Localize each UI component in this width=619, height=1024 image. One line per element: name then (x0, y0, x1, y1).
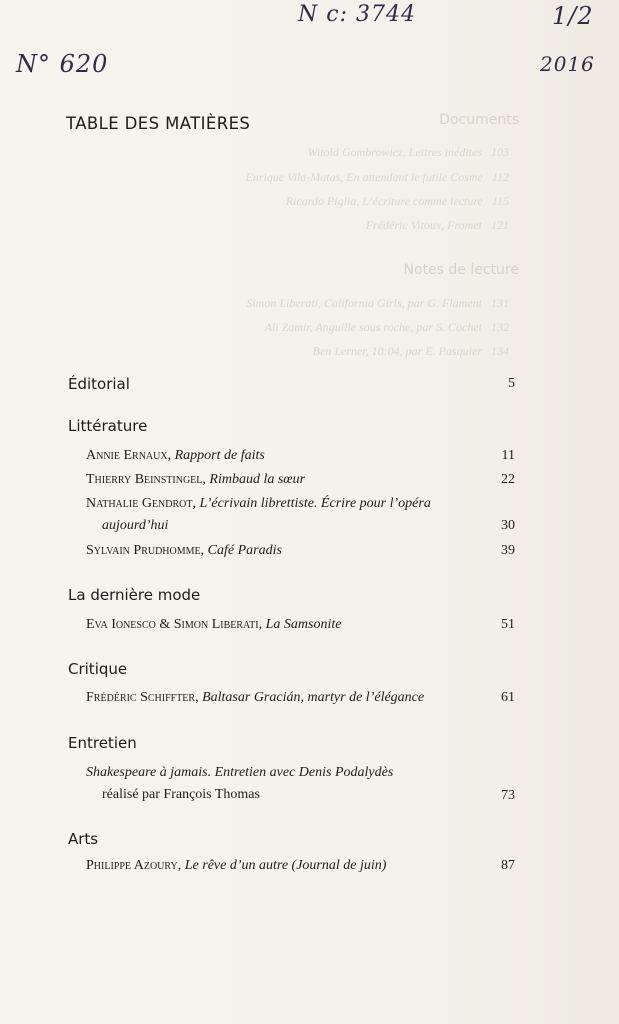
entry-title: Shakespeare à jamais. Entretien avec Denis Podalydès (86, 765, 394, 780)
show-through-text: Enrique Vila-Matas, En attendant le futile Cosme 112 (245, 170, 509, 184)
toc-entry (86, 543, 282, 559)
show-through-text: Documents (439, 112, 519, 128)
show-through-text: Notes de lecture (403, 262, 519, 278)
section-heading-editorial: Éditorial (68, 375, 130, 393)
entry-title: Rapport de faits (174, 448, 265, 463)
show-through-text: Frédéric Vitoux, Fromet 121 (365, 218, 509, 232)
toc-entry (86, 448, 265, 464)
section-heading-critique: Critique (68, 660, 128, 678)
entry-author: Eva Ionesco & Simon Liberati, (86, 617, 263, 632)
toc-entry (86, 858, 386, 874)
page-number: 61 (501, 690, 515, 705)
entry-title-continuation: réalisé par François Thomas (102, 787, 260, 802)
section-heading-entretien: Entretien (68, 734, 137, 752)
toc-entry (86, 496, 431, 512)
page-number: 5 (508, 376, 515, 391)
entry-author: Annie Ernaux, (86, 448, 172, 463)
entry-title: Café Paradis (207, 543, 282, 558)
show-through-text: Ali Zamir, Anguille sous roche, par S. Cochet 132 (264, 320, 509, 334)
page-number: 30 (501, 518, 515, 533)
entry-title: La Samsonite (265, 617, 342, 632)
show-through-text: Ben Lerner, 10:04, par E. Pasquier 134 (312, 344, 509, 358)
page-title: TABLE DES MATIÈRES (66, 114, 251, 133)
toc-entry (86, 690, 424, 706)
entry-title-continuation: aujourd’hui (102, 518, 169, 533)
page-number: 73 (501, 788, 515, 803)
page-number: 51 (501, 617, 515, 632)
page-number: 22 (501, 472, 515, 487)
show-through-text: Ricardo Piglia, L’écriture comme lecture 115 (285, 194, 509, 208)
toc-entry (86, 617, 341, 633)
entry-author: Thierry Beinstingel, (86, 472, 206, 487)
handwritten-year: 2016 (540, 52, 595, 76)
entry-author: Nathalie Gendrot, (86, 496, 196, 511)
handwritten-volume: 1/2 (552, 2, 594, 30)
entry-title: Rimbaud la sœur (209, 472, 306, 487)
page-number: 87 (501, 858, 515, 873)
section-heading-derniere-mode: La dernière mode (68, 586, 201, 604)
entry-title: L’écrivain librettiste. Écrire pour l’opéra (199, 496, 431, 511)
handwritten-issue-number: N° 620 (16, 50, 109, 78)
show-through-text: Witold Gombrowicz, Lettres inédites 103 (307, 145, 509, 159)
handwritten-catalog-number: N c: 3744 (298, 2, 416, 27)
section-heading-arts: Arts (68, 830, 99, 848)
toc-entry (86, 472, 305, 488)
entry-title: Le rêve d’un autre (Journal de juin) (184, 858, 387, 873)
entry-author: Sylvain Prudhomme, (86, 543, 205, 558)
page-number: 11 (501, 448, 515, 463)
entry-title: Baltasar Gracián, martyr de l’élégance (202, 690, 425, 705)
show-through-text: Simon Liberati, California Girls, par G. Flament 131 (246, 296, 509, 310)
entry-author: Frédéric Schiffter, (86, 690, 199, 705)
entry-author: Philippe Azoury, (86, 858, 182, 873)
section-heading-litterature: Littérature (68, 417, 148, 435)
page-number: 39 (501, 543, 515, 558)
